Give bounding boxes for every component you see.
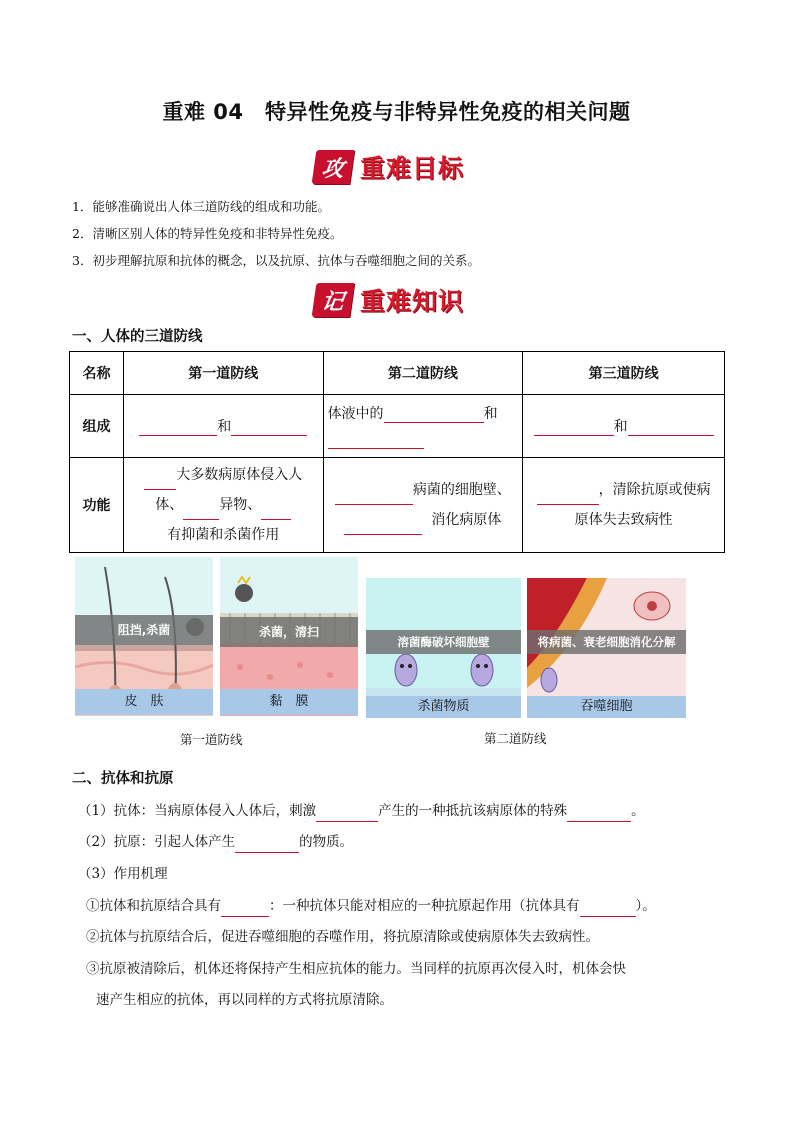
text: ）。 xyxy=(635,898,656,914)
mechanism-item: 速产生相应的抗体，再以同样的方式将抗原清除。 xyxy=(96,992,393,1008)
table-cell xyxy=(523,458,725,553)
defense-illustration xyxy=(75,557,715,752)
table-header: 第一道防线 xyxy=(123,352,323,395)
cell-text: 体、 xyxy=(155,497,184,513)
group-caption: 第一道防线 xyxy=(180,732,243,747)
cell-text: 病菌的细胞壁、 xyxy=(412,482,511,498)
section-heading: 一、人体的三道防线 xyxy=(72,329,203,345)
banner-badge: 攻 xyxy=(312,150,355,184)
text: 。 xyxy=(631,803,645,819)
table-cell xyxy=(123,395,323,458)
answer-blank[interactable] xyxy=(534,421,614,436)
paragraph-antibody xyxy=(78,800,645,822)
answer-blank[interactable] xyxy=(335,490,413,505)
group-caption: 第二道防线 xyxy=(484,731,547,746)
answer-blank[interactable] xyxy=(316,807,378,822)
answer-blank[interactable] xyxy=(344,520,422,535)
section-heading: 二、抗体和抗原 xyxy=(72,771,174,787)
mechanism-item xyxy=(86,895,656,917)
text: （2）抗原：引起人体产生 xyxy=(78,834,236,850)
answer-blank[interactable] xyxy=(567,807,631,822)
panel-caption: 将病菌、衰老细胞消化分解 xyxy=(527,630,686,654)
paragraph-antigen xyxy=(78,831,353,853)
table-header: 第三道防线 xyxy=(523,352,725,395)
answer-blank[interactable] xyxy=(628,421,714,436)
table-cell xyxy=(123,458,323,553)
answer-blank[interactable] xyxy=(144,475,176,490)
text: ①抗体和抗原结合具有 xyxy=(86,898,221,914)
answer-blank[interactable] xyxy=(235,838,299,853)
answer-blank[interactable] xyxy=(328,434,424,449)
panel-label: 黏 膜 xyxy=(220,689,358,715)
panel-caption: 溶菌酶破坏细胞壁 xyxy=(366,630,521,654)
answer-blank[interactable] xyxy=(537,490,599,505)
banner-goals xyxy=(314,149,464,185)
cell-text: 和 xyxy=(613,419,628,435)
cell-text: 异物、 xyxy=(219,497,262,513)
panel-caption: 杀菌，清扫 xyxy=(220,617,358,647)
answer-blank[interactable] xyxy=(139,421,217,436)
page-title: 重难 04 特异性免疫与非特异性免疫的相关问题 xyxy=(162,100,631,124)
goal-item: 2．清晰区别人体的特异性免疫和非特异性免疫。 xyxy=(72,226,343,241)
defense-table xyxy=(69,351,725,553)
cell-text: 和 xyxy=(483,406,498,422)
banner-knowledge xyxy=(314,282,464,318)
text: ：一种抗体只能对相应的一种抗原起作用（抗体具有 xyxy=(269,898,580,914)
text: （1）抗体：当病原体侵入人体后，刺激 xyxy=(78,803,317,819)
panel-label: 皮 肤 xyxy=(75,689,213,715)
cell-text: ，清除抗原或使病 xyxy=(598,482,711,498)
row-label: 组成 xyxy=(70,395,124,458)
row-label: 功能 xyxy=(70,458,124,553)
answer-blank[interactable] xyxy=(261,505,291,520)
cell-text: 大多数病原体侵入人 xyxy=(176,467,303,483)
answer-blank[interactable] xyxy=(384,408,484,423)
table-cell xyxy=(323,458,523,553)
panel-label: 吞噬细胞 xyxy=(527,696,686,718)
answer-blank[interactable] xyxy=(580,902,636,917)
mechanism-item: ③抗原被清除后，机体还将保持产生相应抗体的能力。当同样的抗原再次侵入时，机体会快 xyxy=(86,961,626,977)
cell-text: 有抑菌和杀菌作用 xyxy=(167,527,280,543)
banner-badge: 记 xyxy=(312,283,355,317)
table-cell xyxy=(323,395,523,458)
banner-text: 重难目标 xyxy=(360,154,465,183)
cell-text: 消化病原体 xyxy=(431,512,502,528)
answer-blank[interactable] xyxy=(221,902,269,917)
mechanism-item: ②抗体与抗原结合后，促进吞噬细胞的吞噬作用，将抗原清除或使病原体失去致病性。 xyxy=(86,929,599,945)
panel-label: 杀菌物质 xyxy=(366,696,521,718)
table-header: 名称 xyxy=(70,352,124,395)
banner-text: 重难知识 xyxy=(360,287,465,316)
answer-blank[interactable] xyxy=(183,505,219,520)
paragraph-mechanism: （3）作用机理 xyxy=(78,866,168,882)
table-header: 第二道防线 xyxy=(323,352,523,395)
goal-item: 1．能够准确说出人体三道防线的组成和功能。 xyxy=(72,199,330,214)
panel-caption: 阻挡,杀菌 xyxy=(75,615,213,645)
answer-blank[interactable] xyxy=(231,421,307,436)
cell-text: 原体失去致病性 xyxy=(574,512,673,528)
text: 的物质。 xyxy=(299,834,354,850)
cell-text: 体液中的 xyxy=(327,406,384,422)
text: 产生的一种抵抗该病原体的特殊 xyxy=(378,803,568,819)
goal-item: 3．初步理解抗原和抗体的概念，以及抗原、抗体与吞噬细胞之间的关系。 xyxy=(72,253,480,268)
cell-text: 和 xyxy=(217,419,232,435)
table-cell xyxy=(523,395,725,458)
